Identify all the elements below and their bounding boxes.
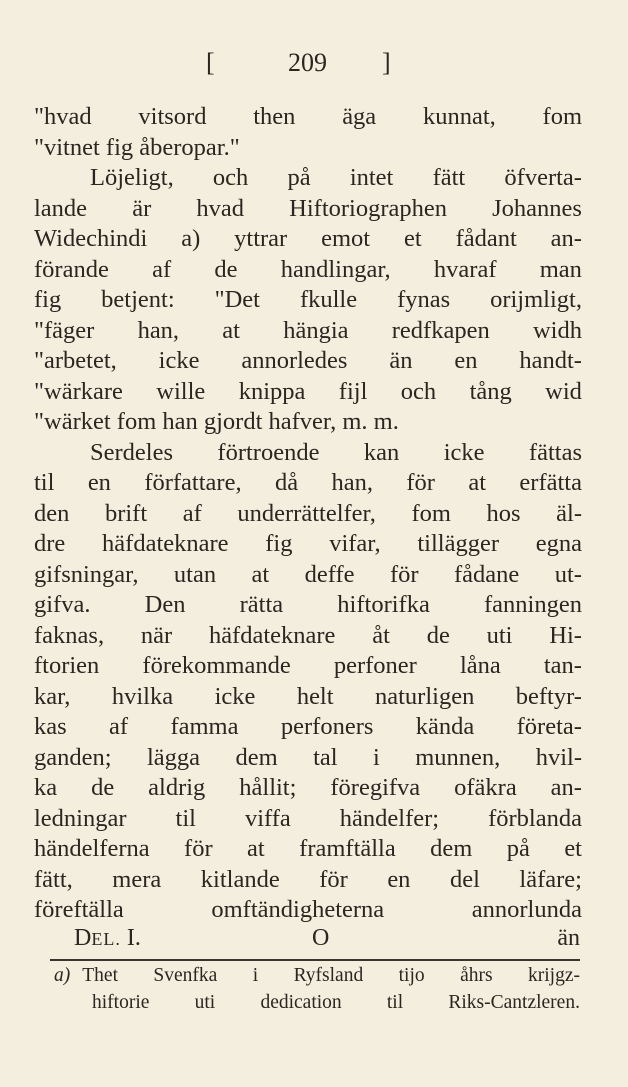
- word: betjent:: [101, 286, 175, 313]
- word: krijgz-: [528, 965, 580, 986]
- text-line: [34, 316, 582, 347]
- word: ofäkra: [454, 774, 517, 801]
- word: fijl: [338, 377, 368, 405]
- word: Riks-Cantzleren.: [448, 992, 580, 1013]
- word: uti: [194, 992, 216, 1013]
- signature-volume: I.: [126, 925, 141, 951]
- word: af: [182, 499, 202, 527]
- catchline: [34, 922, 582, 954]
- word: händelferna: [34, 835, 150, 862]
- word: munnen,: [415, 743, 501, 771]
- word: knippa: [238, 377, 306, 405]
- text-line: [34, 834, 582, 865]
- text-line: [34, 377, 582, 408]
- word: til: [34, 469, 55, 496]
- word: hållit;: [239, 774, 297, 801]
- word: aldrig: [148, 774, 206, 801]
- text-line: [34, 682, 582, 713]
- word: fig: [265, 530, 293, 557]
- word: Den: [144, 591, 186, 618]
- word: de: [426, 621, 450, 649]
- word: kan: [363, 438, 400, 466]
- signature-mark: O: [312, 925, 330, 951]
- footnote-line-2: [54, 989, 580, 1016]
- word: fom: [542, 103, 582, 130]
- word: egna: [535, 530, 582, 557]
- word: författare,: [144, 469, 242, 496]
- word: de: [214, 255, 238, 283]
- word: annorledes: [241, 347, 348, 374]
- word: dem: [235, 743, 278, 771]
- word: Svenfka: [153, 965, 218, 986]
- text-line: [34, 438, 582, 469]
- text-line: [34, 224, 582, 255]
- word: fättas: [528, 438, 582, 466]
- word: Widechindi: [34, 225, 148, 252]
- header-bracket-left: [: [206, 48, 215, 77]
- word: kitlande: [200, 865, 280, 893]
- text-line: [34, 194, 582, 225]
- word: underrättelfer,: [237, 499, 376, 527]
- word: handlingar,: [280, 255, 391, 283]
- word: erfätta: [519, 469, 582, 496]
- word: lande: [34, 194, 88, 222]
- word: icke: [443, 438, 485, 466]
- word: et: [403, 225, 422, 252]
- word: Thet: [82, 965, 118, 986]
- word: "hvad: [34, 103, 92, 130]
- word: "Det: [214, 286, 260, 313]
- word: a): [181, 225, 201, 252]
- word: häfdateknare: [102, 530, 229, 557]
- signature-initial: D: [74, 925, 92, 951]
- catchword: än: [557, 925, 580, 951]
- word: fynas: [397, 286, 451, 313]
- word: rätta: [239, 591, 284, 618]
- word: then: [253, 103, 296, 130]
- word: uti: [486, 621, 513, 649]
- word: händelfer;: [339, 804, 440, 832]
- word: til: [386, 992, 404, 1013]
- word: tillägger: [417, 530, 499, 557]
- word: af: [109, 713, 129, 740]
- word: et: [564, 835, 582, 862]
- text-line: [34, 468, 582, 499]
- word: fätt: [432, 164, 466, 191]
- text-line: [34, 895, 582, 926]
- word: och: [400, 377, 437, 405]
- word: vitsord: [138, 103, 207, 130]
- word: orijmligt,: [490, 286, 582, 313]
- word: beftyr-: [515, 682, 582, 710]
- text-line: [34, 499, 582, 530]
- word: deffe: [304, 560, 355, 588]
- word: an-: [550, 225, 582, 252]
- word: widh: [532, 316, 582, 344]
- word: hvaraf: [433, 255, 497, 283]
- word: perfoner: [333, 652, 417, 679]
- text-line: [34, 712, 582, 743]
- word: Ryfsland: [293, 965, 364, 986]
- word: kar,: [34, 682, 71, 710]
- word: mera: [112, 865, 162, 893]
- word: åhrs: [460, 965, 493, 986]
- word: man: [539, 255, 582, 283]
- word: när: [140, 621, 173, 649]
- word: intet: [349, 164, 394, 191]
- word: fkulle: [299, 286, 358, 313]
- footnote-line-1: [54, 962, 580, 989]
- text-line: [34, 804, 582, 835]
- word: är: [132, 194, 152, 222]
- word: gifva.: [34, 591, 91, 618]
- footnote: [54, 962, 580, 1016]
- word: föregifva: [330, 774, 421, 801]
- word: på: [506, 835, 530, 862]
- word: på: [287, 164, 311, 191]
- text-line: [34, 560, 582, 591]
- text-line: [34, 743, 582, 774]
- word: äga: [342, 103, 377, 130]
- word: af: [152, 255, 172, 283]
- text-line: "wärket fom han gjordt hafver, m. m.: [34, 408, 399, 435]
- word: en: [454, 347, 478, 374]
- word: hvil-: [535, 743, 582, 771]
- word: Hi-: [549, 621, 582, 649]
- word: dem: [430, 835, 473, 862]
- word: den: [34, 499, 70, 527]
- word: han,: [331, 469, 373, 496]
- word: icke: [214, 682, 256, 710]
- text-line: [34, 773, 582, 804]
- word: för: [389, 560, 419, 588]
- word: fom: [411, 499, 451, 527]
- body-text: [34, 102, 582, 926]
- word: faknas,: [34, 621, 105, 649]
- word: hiftorifka: [337, 591, 430, 618]
- word: häfdateknare: [208, 621, 336, 649]
- text-line: [34, 529, 582, 560]
- footnote-text-1: [70, 962, 580, 989]
- footnote-marker: a): [54, 965, 71, 986]
- word: för: [406, 469, 435, 496]
- word: at: [251, 560, 270, 588]
- text-line: [34, 102, 582, 133]
- word: äl-: [556, 499, 582, 527]
- word: wille: [156, 377, 206, 405]
- word: hvilka: [111, 682, 174, 710]
- word: vifar,: [329, 530, 381, 557]
- word: ganden;: [34, 743, 112, 771]
- word: "wärkare: [34, 377, 123, 405]
- word: tan-: [543, 652, 582, 679]
- word: öfverta-: [504, 164, 582, 191]
- word: än: [389, 347, 413, 374]
- word: hängia: [283, 316, 349, 344]
- word: viffa: [244, 804, 291, 832]
- word: annorlunda: [471, 896, 582, 923]
- word: gifsningar,: [34, 560, 139, 588]
- word: kända: [415, 713, 475, 740]
- word: Johannes: [492, 194, 582, 222]
- word: tijo: [398, 965, 425, 986]
- word: ut-: [554, 560, 582, 588]
- word: för: [184, 835, 213, 862]
- word: utan: [173, 560, 217, 588]
- word: de: [91, 774, 115, 801]
- text-line: [34, 163, 582, 194]
- word: en: [387, 865, 411, 893]
- word: en: [87, 469, 111, 496]
- book-page: [34, 0, 582, 1087]
- word: an-: [550, 774, 582, 801]
- word: fig: [34, 286, 62, 313]
- word: helt: [296, 682, 334, 710]
- word: läfare;: [519, 865, 582, 893]
- footnote-text-2: [92, 989, 580, 1016]
- word: emot: [321, 225, 371, 252]
- word: Löjeligt,: [90, 164, 174, 191]
- word: ka: [34, 774, 58, 801]
- word: ftorien: [34, 652, 100, 679]
- text-line: [34, 621, 582, 652]
- text-line: [34, 651, 582, 682]
- word: fådant: [455, 225, 517, 252]
- word: naturligen: [375, 682, 475, 710]
- word: til: [175, 804, 196, 832]
- word: redfkapen: [391, 316, 490, 344]
- word: del: [449, 865, 480, 893]
- word: at: [222, 316, 240, 344]
- word: hvad: [196, 194, 245, 222]
- word: han,: [137, 316, 180, 344]
- word: "arbetet,: [34, 347, 117, 374]
- word: föreftälla: [34, 896, 124, 923]
- signature-label: [74, 922, 141, 955]
- word: förtroende: [217, 438, 320, 466]
- word: fätt,: [34, 865, 73, 893]
- word: förblanda: [488, 804, 582, 832]
- word: ledningar: [34, 804, 127, 832]
- word: för: [319, 865, 348, 893]
- word: omftändigheterna: [211, 896, 385, 923]
- word: kunnat,: [422, 103, 496, 130]
- word: företa-: [516, 713, 582, 740]
- word: famma: [170, 713, 239, 740]
- word: lägga: [146, 743, 201, 771]
- signature-rest: EL.: [91, 929, 121, 949]
- word: tång: [469, 377, 512, 405]
- word: i: [252, 965, 259, 986]
- word: förekommande: [142, 652, 291, 679]
- page-number: 209: [288, 48, 327, 77]
- word: wid: [545, 377, 582, 405]
- word: Serdeles: [90, 438, 173, 466]
- word: fanningen: [483, 591, 582, 618]
- footnote-rule: [50, 959, 580, 961]
- word: fådane: [454, 560, 520, 588]
- word: yttrar: [234, 225, 288, 252]
- word: "fäger: [34, 316, 95, 344]
- word: framftälla: [299, 835, 396, 862]
- word: icke: [158, 347, 200, 374]
- text-line: [34, 865, 582, 896]
- page-header: [34, 48, 582, 88]
- word: dre: [34, 530, 66, 557]
- word: och: [212, 164, 249, 191]
- word: kas: [34, 713, 67, 740]
- text-line: [34, 285, 582, 316]
- word: handt-: [519, 347, 582, 374]
- word: hos: [486, 499, 521, 527]
- word: dedication: [260, 992, 342, 1013]
- word: i: [373, 743, 380, 771]
- word: då: [274, 469, 299, 496]
- word: förande: [34, 255, 109, 283]
- text-line: "vitnet fig åberopar.": [34, 133, 240, 161]
- word: perfoners: [280, 713, 374, 740]
- word: tal: [313, 743, 338, 771]
- header-bracket-right: ]: [382, 48, 391, 77]
- word: brift: [104, 499, 148, 527]
- word: at: [468, 469, 487, 496]
- word: Hiftoriographen: [289, 194, 447, 222]
- text-line: [34, 590, 582, 621]
- word: hiftorie: [92, 992, 150, 1013]
- word: åt: [372, 621, 390, 649]
- word: at: [247, 835, 265, 862]
- text-line: [34, 255, 582, 286]
- text-line: [34, 346, 582, 377]
- word: låna: [459, 652, 501, 679]
